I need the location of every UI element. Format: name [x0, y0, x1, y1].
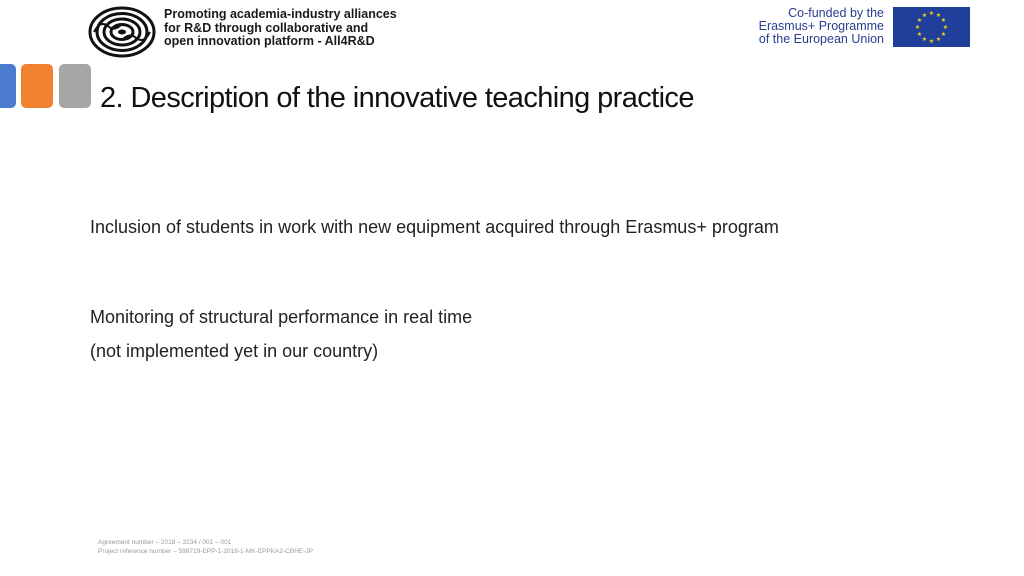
- svg-text:★: ★: [940, 31, 947, 38]
- paragraph-not-implemented: (not implemented yet in our country): [90, 341, 379, 361]
- eu-line-1: Co-funded by the: [788, 6, 884, 20]
- eu-cofunded-text: [700, 7, 884, 46]
- orange-square-decoration: [21, 64, 53, 108]
- gray-square-decoration: [59, 64, 91, 108]
- eu-line-2: Erasmus+ Programme: [758, 19, 884, 33]
- slide-title: 2. Description of the innovative teaching practice: [100, 82, 694, 114]
- project-title-line-3: open innovation platform - All4R&D: [164, 34, 375, 48]
- project-title-line-2: for R&D through collaborative and: [164, 20, 369, 35]
- svg-text:★: ★: [928, 38, 935, 45]
- footer-agreement-number: Agreement number – 2018 – 3234 / 001 – 001: [98, 539, 232, 546]
- project-title: [164, 8, 464, 49]
- eu-line-3: of the European Union: [758, 32, 884, 46]
- svg-text:★: ★: [935, 36, 942, 43]
- svg-text:★: ★: [940, 17, 947, 24]
- svg-text:★: ★: [921, 36, 928, 43]
- paragraph-monitoring: Monitoring of structural performance in real time: [90, 307, 473, 327]
- paragraph-students-inclusion: Inclusion of students in work with new equipment acquired through Erasmus+ program: [90, 217, 779, 237]
- svg-text:★: ★: [935, 12, 942, 19]
- footer-project-reference: Project reference number – 598719-EPP-1-2018-1-MK-EPPKA2-CBHE-JP: [98, 548, 313, 555]
- svg-text:★: ★: [916, 17, 923, 24]
- svg-text:★: ★: [914, 24, 921, 31]
- all4rd-swirl-logo-icon: [88, 6, 156, 58]
- footer: [98, 538, 498, 556]
- svg-text:★: ★: [921, 12, 928, 19]
- svg-text:★: ★: [942, 24, 949, 31]
- blue-square-decoration: [0, 64, 16, 108]
- svg-text:★: ★: [916, 31, 923, 38]
- svg-text:★: ★: [928, 10, 935, 17]
- project-title-line-1: Promoting academia-industry alliances: [164, 7, 397, 21]
- eu-flag-icon: [893, 7, 970, 47]
